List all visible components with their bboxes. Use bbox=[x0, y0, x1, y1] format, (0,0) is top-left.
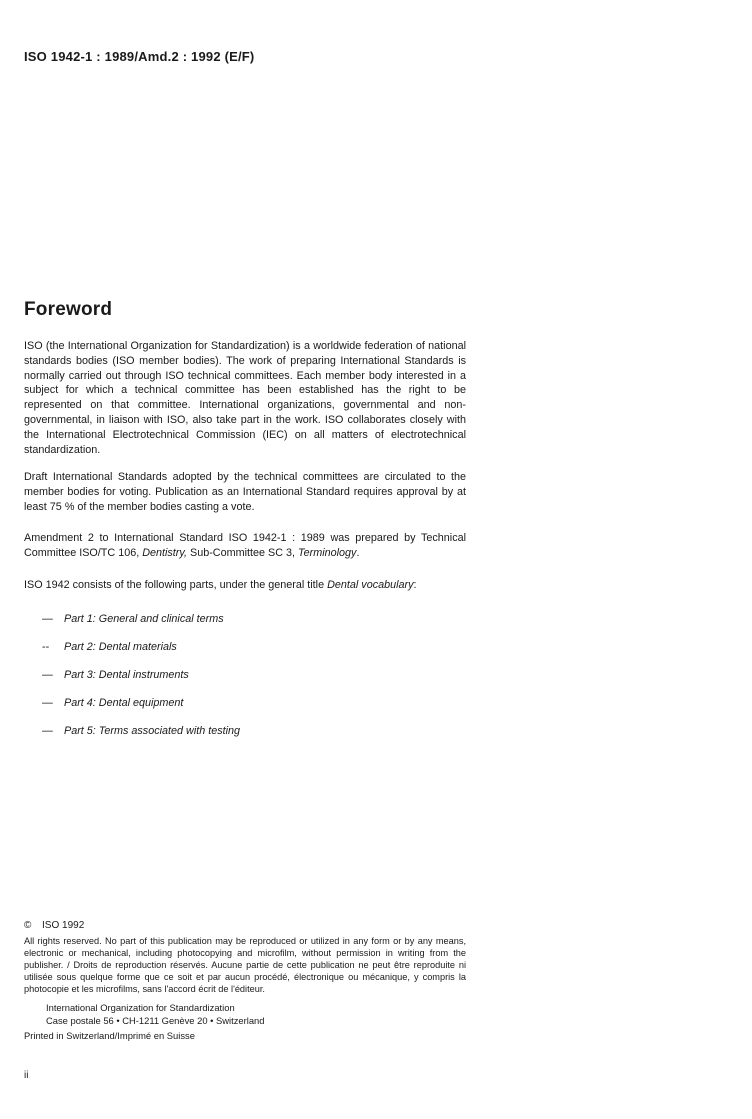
list-dash: — bbox=[42, 613, 53, 625]
page-number: ii bbox=[24, 1070, 29, 1081]
list-dash: -- bbox=[42, 641, 50, 653]
list-item bbox=[42, 689, 240, 717]
list-dash: — bbox=[42, 725, 53, 737]
parts-list bbox=[42, 605, 240, 745]
part-title: Part 2: Dental materials bbox=[64, 641, 177, 653]
foreword-paragraph-1: ISO (the International Organization for Standardization) is a worldwide federation of national standards bodies (ISO member bodies). The work of preparing International Standards is normally carried out through ISO technical committees. Each member body interested in a subject for which a technical committee has been established has the right to be represented on that committee. International organizations, governmental and non-governmental, in liaison with ISO, also take part in the work. ISO collaborates closely with the International Electrotechnical Commission (IEC) on all matters of electrotechnical standardization. bbox=[24, 340, 466, 456]
committee-title: Dentistry, bbox=[142, 546, 187, 559]
period: . bbox=[356, 546, 360, 559]
rights-notice: All rights reserved. No part of this publication may be reproduced or utilized in any form or by any means, electronic or mechanical, including photocopying and microfilm, without permission in writing from the publisher. / Droits de reproduction réservés. Aucune partie de cette publication ne peut être reproduite ni utilisée sous quelque forme que ce soit et par aucun procédé, électronique ou mécanique, y compris la photocopie et les microfilms, sans l'accord écrit de l'éditeur. bbox=[24, 936, 466, 994]
part-title: Part 5: Terms associated with testing bbox=[64, 725, 241, 737]
foreword-paragraph-3 bbox=[24, 531, 466, 561]
list-item bbox=[42, 605, 240, 633]
general-title: Dental vocabulary bbox=[327, 579, 414, 591]
postal-address: Case postale 56 • CH-1211 Genève 20 • Switzerland bbox=[46, 1015, 265, 1026]
list-item bbox=[42, 661, 240, 689]
part-title: Part 4: Dental equipment bbox=[64, 697, 184, 709]
colon: : bbox=[413, 579, 417, 591]
copyright-text: ISO 1992 bbox=[42, 920, 85, 931]
printed-in: Printed in Switzerland/Imprimé en Suisse bbox=[24, 1030, 195, 1041]
foreword-paragraph-2: Draft International Standards adopted by the technical committees are circulated to the member bodies for voting. Publication as an International Standard requires approval by at least 75 % of the member bodies casting a vote. bbox=[24, 471, 466, 513]
list-dash: — bbox=[42, 669, 53, 681]
subcommittee-title: Terminology bbox=[298, 546, 357, 559]
subcommittee-text: Sub-Committee SC 3, bbox=[187, 546, 299, 559]
publisher-name: International Organization for Standardization bbox=[46, 1002, 235, 1013]
list-item bbox=[42, 633, 240, 661]
part-title: Part 3: Dental instruments bbox=[64, 669, 189, 681]
foreword-heading: Foreword bbox=[24, 299, 113, 320]
part-title: Part 1: General and clinical terms bbox=[64, 613, 224, 625]
list-item bbox=[42, 717, 240, 745]
document-identifier: ISO 1942-1 : 1989/Amd.2 : 1992 (E/F) bbox=[24, 49, 255, 64]
parts-intro-text: ISO 1942 consists of the following parts, under the general title bbox=[24, 579, 328, 591]
copyright-line bbox=[24, 920, 84, 931]
amendment-text: Amendment 2 to International Standard ISO 1942-1 : 1989 was prepared by Technical Committee ISO/TC 106, bbox=[24, 532, 466, 559]
publisher-address bbox=[46, 1001, 265, 1027]
foreword-paragraph-4 bbox=[24, 578, 466, 593]
list-dash: — bbox=[42, 697, 53, 709]
copyright-icon: © bbox=[24, 920, 32, 931]
